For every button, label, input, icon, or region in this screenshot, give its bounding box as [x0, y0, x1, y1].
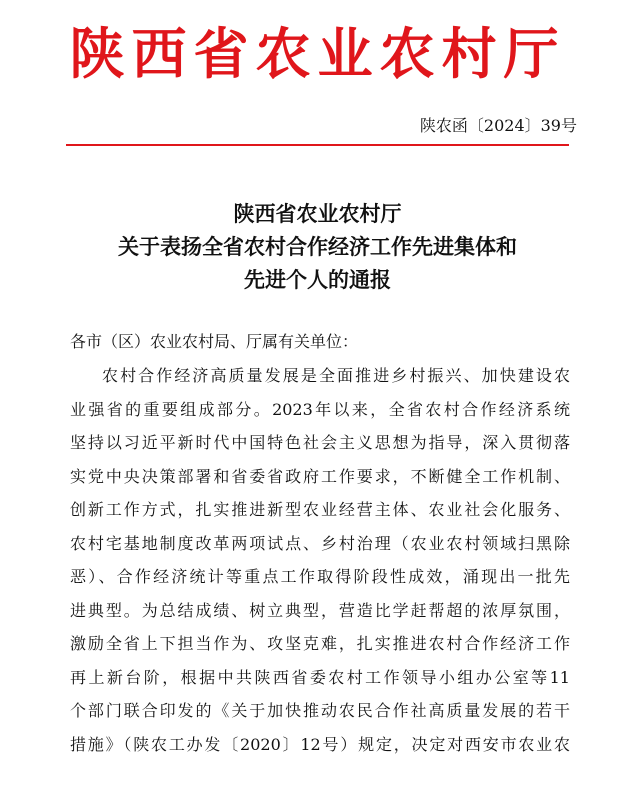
paragraph-line: 进典型。为总结成绩、树立典型，营造比学赶帮超的浓厚氛围，: [70, 600, 570, 620]
salutation: 各市（区）农业农村局、厅属有关单位：: [70, 332, 359, 351]
paragraph: [70, 359, 570, 761]
paragraph-line: 创新工作方式，扎实推进新型农业经营主体、农业社会化服务、: [70, 500, 570, 519]
document-title: [0, 197, 635, 296]
paragraph-line: 农村宅基地制度改革两项试点、乡村治理（农业农村领域扫黑除: [70, 533, 570, 553]
document-body: [70, 324, 570, 761]
paragraph-line: 个部门联合印发的《关于加快推动农民合作社高质量发展的若干: [70, 701, 570, 720]
paragraph-line: 实党中央决策部署和省委省政府工作要求，不断健全工作机制、: [70, 466, 570, 486]
title-line: 陕西省农业农村厅: [233, 201, 402, 226]
title-line: 先进个人的通报: [244, 267, 391, 292]
paragraph-line: 恶）、合作经济统计等重点工作取得阶段性成效，涌现出一批先: [70, 567, 570, 586]
document-number: 陕农函〔2024〕39号: [419, 116, 577, 135]
paragraph-line: 激励全省上下担当作为、攻坚克难，扎实推进农村合作经济工作: [70, 634, 570, 653]
masthead-title: 陕西省农业农村厅: [69, 21, 566, 86]
paragraph-line: 再上新台阶，根据中共陕西省委农村工作领导小组办公室等11: [70, 667, 570, 687]
paragraph-line: 措施》（陕农工办发〔2020〕12号）规定，决定对西安市农业农: [70, 734, 570, 754]
paragraph-line: 业强省的重要组成部分。2023年以来，全省农村合作经济系统: [70, 399, 570, 419]
title-line: 关于表扬全省农村合作经济工作先进集体和: [118, 234, 517, 259]
paragraph-line: 坚持以习近平新时代中国特色社会主义思想为指导，深入贯彻落: [70, 433, 570, 452]
red-separator-line: [66, 144, 569, 146]
paragraph-line: 农村合作经济高质量发展是全面推进乡村振兴、加快建设农: [102, 366, 570, 385]
